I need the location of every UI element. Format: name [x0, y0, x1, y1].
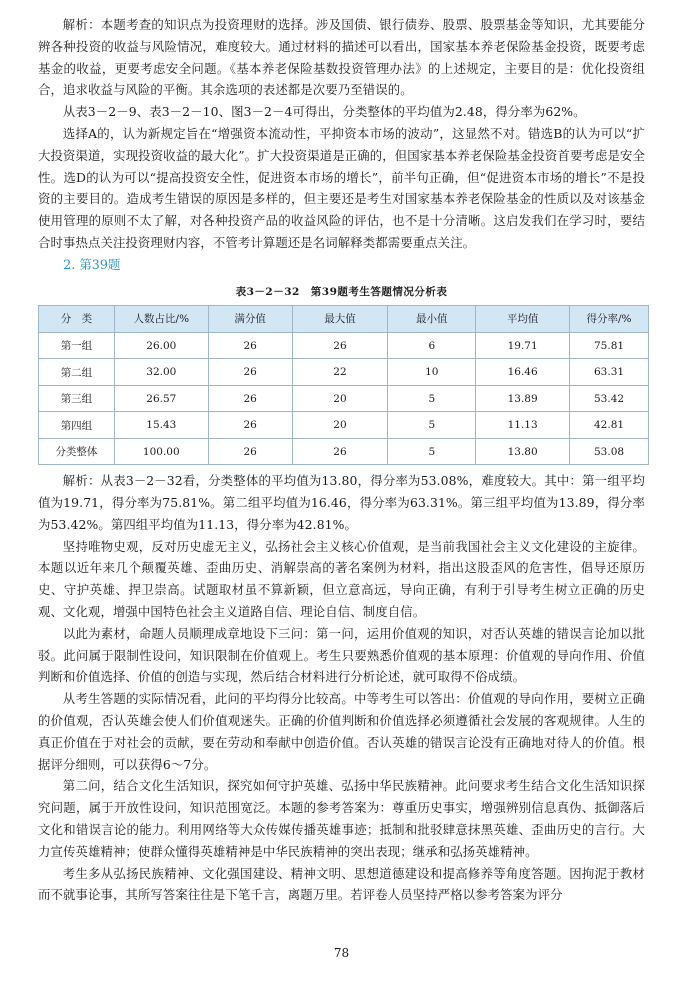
table-cell: 16.46 — [476, 359, 570, 386]
table-cell: 6 — [388, 332, 476, 359]
header-min: 最小值 — [388, 305, 476, 332]
table-cell: 26.00 — [114, 332, 208, 359]
table-cell: 75.81 — [570, 332, 649, 359]
table-cell: 53.08 — [570, 438, 649, 465]
table-cell: 19.71 — [476, 332, 570, 359]
table-row — [39, 332, 649, 359]
paragraph-theme: 坚持唯物史观，反对历史虚无主义，弘扬社会主义核心价值观，是当前我国社会主义文化建设的主旋律。本题以近年来几个颠覆英雄、歪曲历史、消解崇高的著名案例为材料，指出这股歪风的危害性，倡导还原历史、守护英雄、捍卫崇高。试题取材虽不算新颖，但立意高远，导向正确，有利于引导考生树立正确的历史观、文化观，增强中国特色社会主义道路自信、理论自信、制度自信。 — [38, 538, 645, 620]
table-cell: 5 — [388, 412, 476, 439]
page-number: 78 — [333, 946, 350, 960]
table-cell: 26 — [208, 412, 292, 439]
table-cell: 63.31 — [570, 359, 649, 386]
table-cell: 第三组 — [39, 385, 115, 412]
table-cell: 13.89 — [476, 385, 570, 412]
table-cell: 第四组 — [39, 412, 115, 439]
score-analysis-table — [38, 305, 649, 466]
header-mean: 平均值 — [476, 305, 570, 332]
table-cell: 32.00 — [114, 359, 208, 386]
header-proportion: 人数占比/% — [114, 305, 208, 332]
paragraph-question-2: 第二问，结合文化生活知识，探究如何守护英雄、弘扬中华民族精神。此问要求考生结合文化生活知识探究问题，属于开放性设问，知识范围宽泛。本题的参考答案为：尊重历史事实，增强辨别信息真伪、抵御落后文化和错误言论的能力。利用网络等大众传媒传播英雄事迹；抵制和批驳肆意抹黑英雄、歪曲历史的言行。大力宣传英雄精神；使群众懂得英雄精神是中华民族精神的突出表现；继承和弘扬英雄精神。 — [38, 778, 645, 859]
paragraph-analysis-39: 解析：从表3－2－32看，分类整体的平均值为13.80，得分率为53.08%，难度较大。其中：第一组平均值为19.71，得分率为75.81%。第二组平均值为16.46，得分率为63.31%。第三组平均值为13.89，得分率为53.42%。第四组平均值为11.13，得分率为42.81%。 — [38, 473, 645, 532]
paragraph-analysis-38: 解析：本题考查的知识点为投资理财的选择。涉及国债、银行债券、股票、股票基金等知识，尤其要能分辨各种投资的收益与风险情况，难度较大。通过材料的描述可以看出，国家基本养老保险基金投资，既要考虑基金的收益，更要考虑安全问题。《基本养老保险基数投资管理办法》的上述规定，主要目的是：优化投资组合，追求收益与风险的平衡。其余选项的表述都是次要乃至错误的。 — [38, 17, 645, 98]
table-cell: 10 — [388, 359, 476, 386]
table-cell: 26 — [292, 438, 388, 465]
header-full-score: 满分值 — [208, 305, 292, 332]
paragraph-summary-38: 从表3－2－9、表3－2－10、图3－2－4可得出，分类整体的平均值为2.48，得分率为62%。 — [62, 104, 586, 120]
table-cell: 20 — [292, 412, 388, 439]
header-score-rate: 得分率/% — [570, 305, 649, 332]
table-cell: 13.80 — [476, 438, 570, 465]
table-cell: 26.57 — [114, 385, 208, 412]
table-row — [39, 385, 649, 412]
top-text — [38, 14, 645, 254]
header-max: 最大值 — [292, 305, 388, 332]
table-cell: 5 — [388, 438, 476, 465]
table-header-row — [39, 305, 649, 332]
table-cell: 42.81 — [570, 412, 649, 439]
table-cell: 第一组 — [39, 332, 115, 359]
header-category: 分 类 — [39, 305, 115, 332]
table-row — [39, 438, 649, 465]
table-cell: 26 — [208, 359, 292, 386]
paragraph-answer-situation: 从考生答题的实际情况看，此问的平均得分比较高。中等考生可以答出：价值观的导向作用，要树立正确的价值观，否认英雄会使人们价值观迷失。正确的价值判断和价值选择必须遵循社会发展的客观规律。人生的真正价值在于对社会的贡献，要在劳动和奉献中创造价值。否认英雄的错误言论没有正确地对待人的价值。根据评分细则，可以获得6～7分。 — [38, 691, 645, 772]
table-cell: 26 — [208, 332, 292, 359]
table-cell: 22 — [292, 359, 388, 386]
table-cell: 5 — [388, 385, 476, 412]
paragraph-question-1: 以此为素材，命题人员顺理成章地设下三问：第一问，运用价值观的知识，对否认英雄的错误言论加以批驳。此问属于限制性设问，知识限制在价值观上。考生只要熟悉价值观的基本原理：价值观的导向作用、价值判断和价值选择、价值的创造与实现，然后结合材料进行分析论述，就可取得不俗成绩。 — [38, 625, 645, 685]
paragraph-answer-angles: 考生多从弘扬民族精神、文化强国建设、精神文明、思想道德建设和提高修养等角度答题。因拘泥于教材而不就事论事，其所写答案往往是下笔千言，离题万里。若评卷人员坚持严格以参考答案为评分 — [38, 865, 645, 903]
table-cell: 第二组 — [39, 359, 115, 386]
table-cell: 100.00 — [114, 438, 208, 465]
table-cell: 分类整体 — [39, 438, 115, 465]
section-heading: 2. 第39题 — [63, 256, 121, 272]
table-cell: 53.42 — [570, 385, 649, 412]
table-cell: 20 — [292, 385, 388, 412]
table-cell: 11.13 — [476, 412, 570, 439]
table-cell: 26 — [292, 332, 388, 359]
table-cell: 26 — [208, 438, 292, 465]
table-row — [39, 412, 649, 439]
table-row — [39, 359, 649, 386]
table-caption: 表3－2－32 第39题考生答题情况分析表 — [235, 285, 448, 298]
paragraph-options-38: 选择A的，认为新规定旨在“增强资本流动性，平抑资本市场的波动”，这显然不对。错选B的认为可以“扩大投资渠道，实现投资收益的最大化”。扩大投资渠道是正确的，但国家基本养老保险基金投资首要考虑是安全性。选D的认为可以“提高投资安全性，促进资本市场的增长”，前半句正确，但“促进资本市场的增长”不是投资的主要目的。造成考生错误的原因是多样的，但主要还是考生对国家基本养老保险基金的性质以及对该基金使用管理的原则不太了解，对各种投资产品的收益风险的评估，也不是十分清晰。这启发我们在学习时，要结合时事热点关注投资理财内容，不管考计算题还是名词解释类都需要重点关注。 — [38, 125, 645, 250]
bottom-text — [38, 470, 645, 906]
table-cell: 15.43 — [114, 412, 208, 439]
table-cell: 26 — [208, 385, 292, 412]
